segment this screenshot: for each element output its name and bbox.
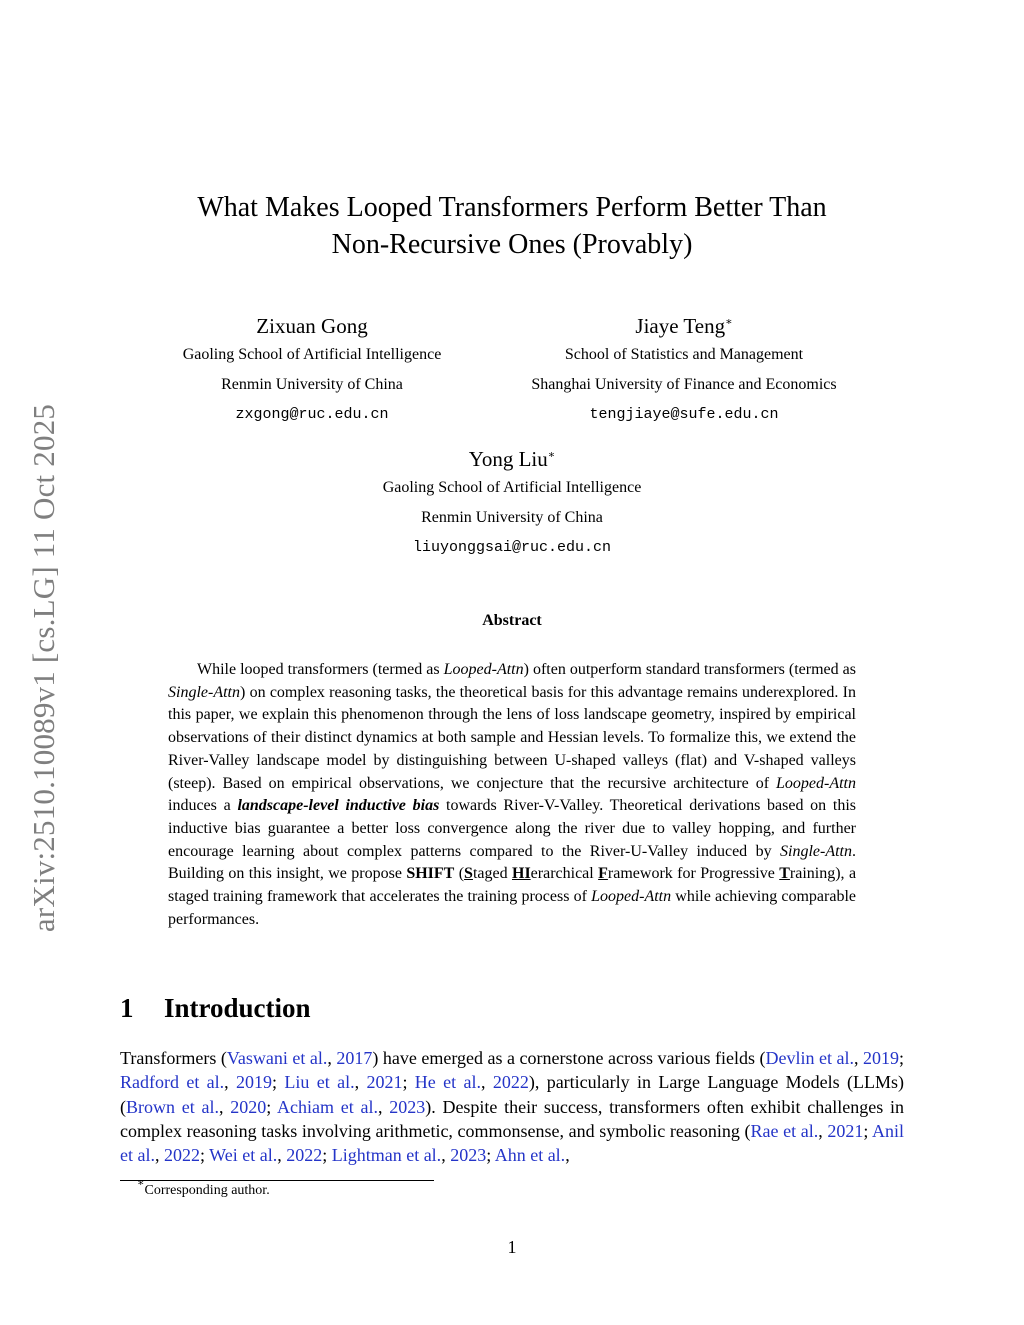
title-line-1: What Makes Looped Transformers Perform Better Than	[197, 192, 827, 223]
citation-year-link[interactable]: 2019	[236, 1072, 273, 1093]
paper-title	[0, 189, 1024, 263]
abstract-heading: Abstract	[482, 612, 542, 629]
citation-year-link[interactable]: 2017	[336, 1048, 373, 1068]
footnote-divider	[120, 1180, 434, 1181]
term-looped-attn: Looped-Attn	[443, 661, 524, 678]
footnote	[137, 1177, 270, 1199]
term-single-attn: Single-Attn	[780, 842, 852, 860]
citation-link[interactable]: Rae et al.	[750, 1120, 819, 1141]
author-block-1	[102, 312, 522, 430]
citation-year-link[interactable]: 2023	[450, 1145, 487, 1166]
citation-link[interactable]: Liu et al.	[284, 1072, 355, 1093]
emphasis-inductive-bias: landscape-level inductive bias	[237, 797, 440, 815]
term-looped-attn: Looped-Attn	[591, 888, 672, 906]
citation-year-link[interactable]: 2019	[863, 1048, 899, 1068]
citation-year-link[interactable]: 2022	[492, 1072, 529, 1093]
author-institution: Shanghai University of Finance and Economics	[531, 376, 837, 393]
section-heading	[120, 993, 311, 1024]
term-looped-attn: Looped-Attn	[776, 774, 856, 792]
term-single-attn: Single-Attn	[168, 683, 240, 701]
page-number: 1	[507, 1237, 517, 1257]
footnote-text: Corresponding author.	[144, 1183, 270, 1198]
author-affiliation: Gaoling School of Artificial Intelligence	[182, 346, 442, 363]
introduction-body	[120, 1046, 904, 1167]
citation-link[interactable]: Lightman et al.	[331, 1145, 442, 1166]
abstract-body	[168, 659, 856, 931]
footnote-mark: ∗	[137, 1177, 145, 1189]
citation-year-link[interactable]: 2021	[366, 1072, 403, 1093]
citation-link[interactable]: Wei et al.	[209, 1145, 278, 1166]
arxiv-sidebar-stamp	[22, 378, 66, 958]
citation-link[interactable]: Achiam et al.	[277, 1096, 378, 1117]
author-name: Zixuan Gong	[256, 314, 368, 338]
method-name: SHIFT	[406, 865, 455, 883]
author-block-3	[302, 445, 722, 563]
author-email[interactable]: liuyonggsai@ruc.edu.cn	[412, 539, 612, 556]
citation-year-link[interactable]: 2020	[230, 1096, 267, 1117]
citation-link[interactable]: Ahn et al.	[494, 1145, 566, 1166]
arxiv-identifier: arXiv:2510.10089v1 [cs.LG] 11 Oct 2025	[26, 403, 62, 933]
citation-year-link[interactable]: 2022	[163, 1145, 200, 1166]
author-affiliation: School of Statistics and Management	[564, 346, 804, 363]
author-email[interactable]: tengjiaye@sufe.edu.cn	[589, 406, 779, 423]
author-institution: Renmin University of China	[421, 509, 603, 526]
citation-link[interactable]: Devlin et al.	[765, 1048, 854, 1068]
author-institution: Renmin University of China	[221, 376, 403, 393]
author-name: Yong Liu	[468, 447, 548, 471]
citation-link[interactable]: Anil et al.	[120, 1120, 904, 1166]
citation-link[interactable]: He et al.	[414, 1072, 481, 1093]
abstract-paragraph: While looped transformers (termed as Looped-Attn) often outperform standard transformers (termed as Single-Attn) on complex reasoning tasks, the theoretical basis for this advantage remains underexplored. In this paper, we explain this phenomenon through the lens of loss landscape geometry, inspired by empirical observations of their distinct dynamics at both sample and Hessian levels. To formalize this, we extend the River-Valley landscape model by distinguishing between U-shaped valleys (flat) and V-shaped valleys (steep). Based on empirical observations, we conjecture that the recursive architecture of Looped-Attn induces a landscape-level inductive bias towards River-V-Valley. Theoretical derivations based on this inductive bias guarantee a better loss convergence along the river due to valley hopping, and further encourage learning about complex patterns compared to the River-U-Valley induced by Single-Attn. Building on this insight, we propose SHIFT (Staged HIerarchical Framework for Progressive Training), a staged training framework that accelerates the training process of Looped-Attn while achieving comparable performances.	[168, 661, 857, 928]
citation-link[interactable]: Vaswani et al.	[226, 1048, 328, 1068]
author-email[interactable]: zxgong@ruc.edu.cn	[235, 406, 389, 423]
author-name: Jiaye Teng	[635, 314, 726, 338]
title-line-2: Non-Recursive Ones (Provably)	[331, 229, 693, 260]
section-number: 1	[120, 993, 134, 1023]
citation-year-link[interactable]: 2023	[389, 1096, 426, 1117]
citation-year-link[interactable]: 2021	[827, 1120, 864, 1141]
author-affiliation: Gaoling School of Artificial Intelligence	[382, 479, 642, 496]
citation-year-link[interactable]: 2022	[286, 1145, 323, 1166]
corresponding-mark: ∗	[725, 316, 733, 328]
citation-link[interactable]: Radford et al.	[120, 1072, 225, 1093]
author-block-2	[474, 312, 894, 430]
section-title: Introduction	[164, 993, 311, 1023]
corresponding-mark: ∗	[547, 449, 556, 461]
intro-paragraph: Transformers (Vaswani et al., 2017) have emerged as a cornerstone across various fields (Devlin et al., 2019; Radford et al., 2019; Liu et al., 2021; He et al., 2022), particularly in Large Language Models (LLMs) (Brown et al., 2020; Achiam et al., 2023). Despite their success, transformers often exhibit challenges in complex reasoning tasks involving arithmetic, commonsense, and symbolic reasoning (Rae et al., 2021; Anil et al., 2022; Wei et al., 2022; Lightman et al., 2023; Ahn et al.,	[120, 1048, 905, 1166]
citation-link[interactable]: Brown et al.	[126, 1096, 219, 1117]
